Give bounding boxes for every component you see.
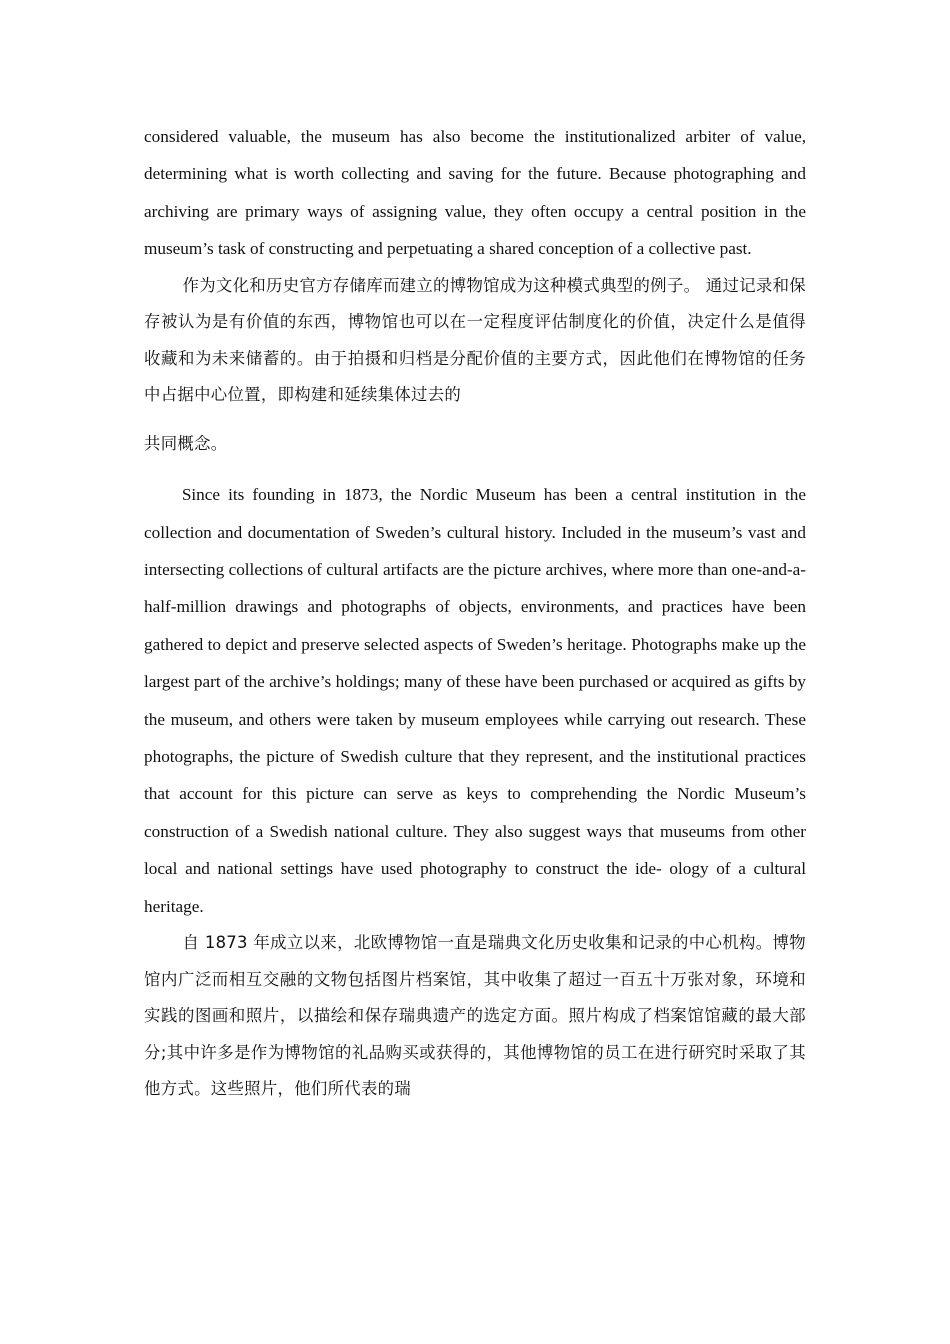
paragraph-zh-2: 自 1873 年成立以来，北欧博物馆一直是瑞典文化历史收集和记录的中心机构。博物馆内广泛而相互交融的文物包括图片档案馆，其中收集了超过一百五十万张对象，环境和实践的图画和照片，以描绘和保存瑞典遗产的选定方面。照片构成了档案馆馆藏的最大部分;其中许多是作为博物馆的礼品购买或获得的，其他博物馆的员工在进行研究时采取了其他方式。这些照片，他们所代表的瑞 [144, 933, 806, 1098]
paragraph-en-1: considered valuable, the museum has also become the institutionalized arbiter of value, determining what is worth collecting and saving for the future. Because photographing and archiving are primary ways of assigning value, they often occupy a central position in the museum’s task of constructing and perpetuating a shared conception of a collective past. [144, 127, 806, 259]
document-body [144, 118, 806, 1108]
paragraph-en-2: Since its founding in 1873, the Nordic Museum has been a central institution in the collection and documentation of Sweden’s cultural history. Included in the museum’s vast and intersecting collections of cultural artifacts are the picture archives, where more than one-and-a-half-million drawings and photographs of objects, environments, and practices have been gathered to depict and preserve selected aspects of Sweden’s heritage. Photographs make up the largest part of the archive’s holdings; many of these have been purchased or acquired as gifts by the museum, and others were taken by museum employees while carrying out research. These photographs, the picture of Swedish culture that they represent, and the institutional practices that account for this picture can serve as keys to comprehending the Nordic Museum’s construction of a Swedish national culture. They also suggest ways that museums from other local and national settings have used photography to construct the ide- ology of a cultural heritage. [144, 485, 806, 916]
paragraph-zh-1-tail: 共同概念。 [144, 433, 228, 453]
paragraph-zh-1: 作为文化和历史官方存储库而建立的博物馆成为这种模式典型的例子。 通过记录和保存被认为是有价值的东西，博物馆也可以在一定程度评估制度化的价值，决定什么是值得收藏和为未来储蓄的。由于拍摄和归档是分配价值的主要方式，因此他们在博物馆的任务中占据中心位置，即构建和延续集体过去的 [144, 275, 806, 405]
